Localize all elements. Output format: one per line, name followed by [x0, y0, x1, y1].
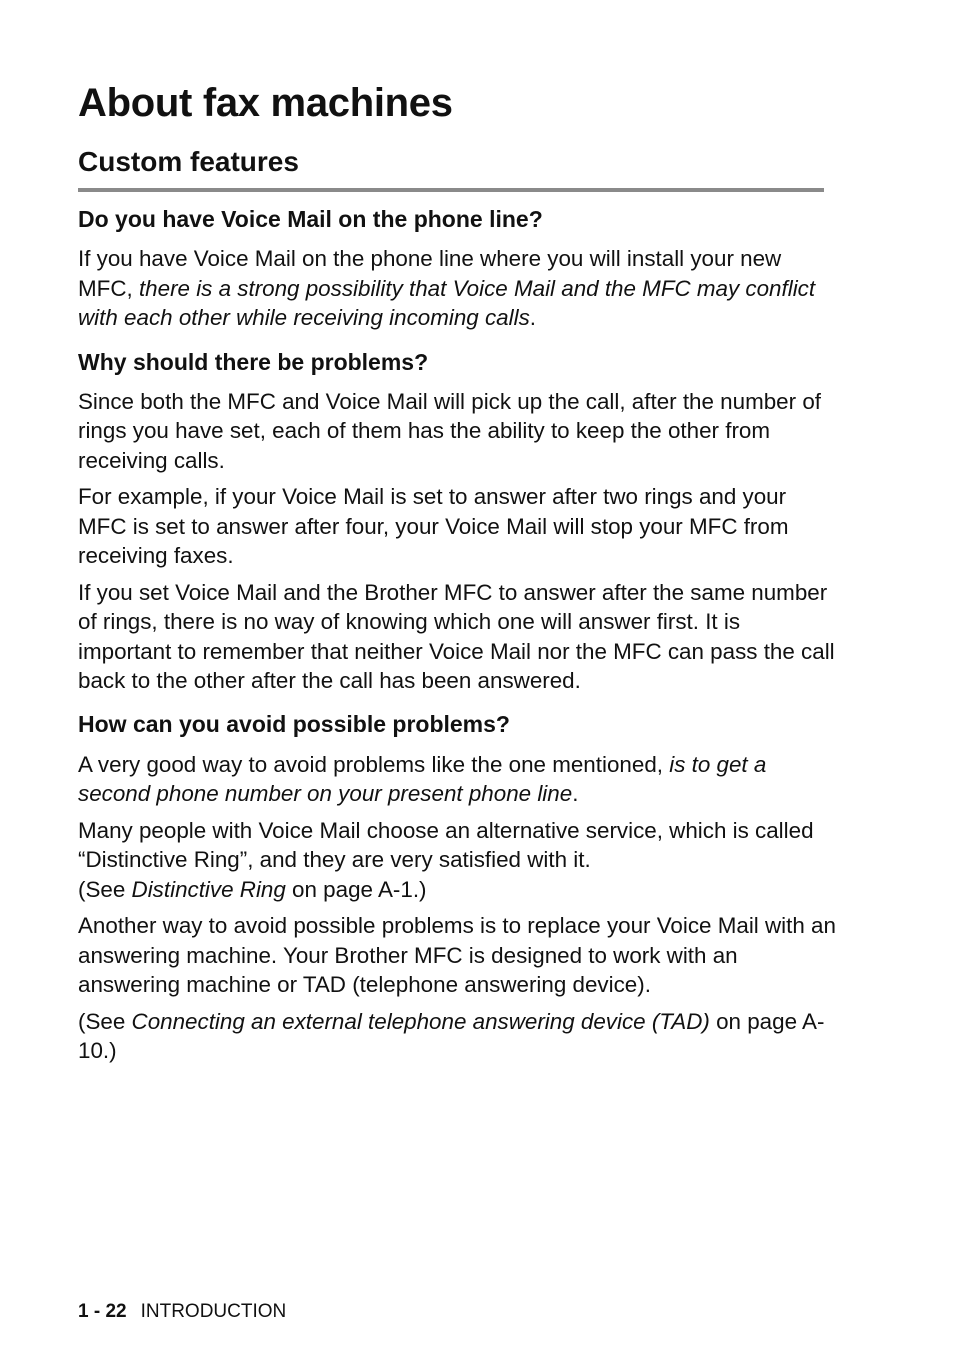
paragraph: If you set Voice Mail and the Brother MFC to answer after the same number of rings, there is no way of knowing which one will answer first. It is important to remember that neither Voice Mail nor the MFC can pass the call back to the other after the call has been answered. [78, 579, 835, 693]
section-heading: Custom features [78, 146, 299, 177]
paragraph: For example, if your Voice Mail is set to answer after two rings and your MFC is set to answer after four, your Voice Mail will stop your MFC from receiving faxes. [78, 484, 789, 568]
document-page [78, 78, 838, 1066]
page-title: About fax machines [78, 81, 453, 125]
page-number: 1 - 22 [78, 1301, 127, 1322]
paragraph: A very good way to avoid problems like the one mentioned, is to get a second phone number on your present phone line. [78, 751, 767, 806]
paragraph: (See Connecting an external telephone answering device (TAD) on page A-10.) [78, 1008, 825, 1063]
cross-reference: Connecting an external telephone answering device (TAD) [131, 1008, 710, 1034]
chapter-name: INTRODUCTION [140, 1301, 287, 1322]
cross-reference: Distinctive Ring [131, 876, 286, 902]
paragraph: Many people with Voice Mail choose an alternative service, which is called “Distinctive Ring”, and they are very satisfied with it. (See Distinctive Ring on page A-1.) [78, 817, 814, 902]
paragraph: Another way to avoid possible problems is to replace your Voice Mail with an answering machine. Your Brother MFC is designed to work with an answering machine or TAD (telephone answering device). [78, 913, 836, 997]
subsection-heading-voice-mail: Do you have Voice Mail on the phone line? [78, 206, 543, 232]
page-footer [78, 1299, 286, 1325]
subsection-heading-problems: Why should there be problems? [78, 348, 429, 375]
subsection-heading-avoid: How can you avoid possible problems? [78, 710, 510, 737]
section-divider [78, 188, 824, 192]
paragraph: If you have Voice Mail on the phone line where you will install your new MFC, there is a strong possibility that Voice Mail and the MFC may conflict with each other while receiving incoming calls. [78, 246, 816, 330]
paragraph: Since both the MFC and Voice Mail will pick up the call, after the number of rings you have set, each of them has the ability to keep the other from receiving calls. [78, 388, 821, 473]
